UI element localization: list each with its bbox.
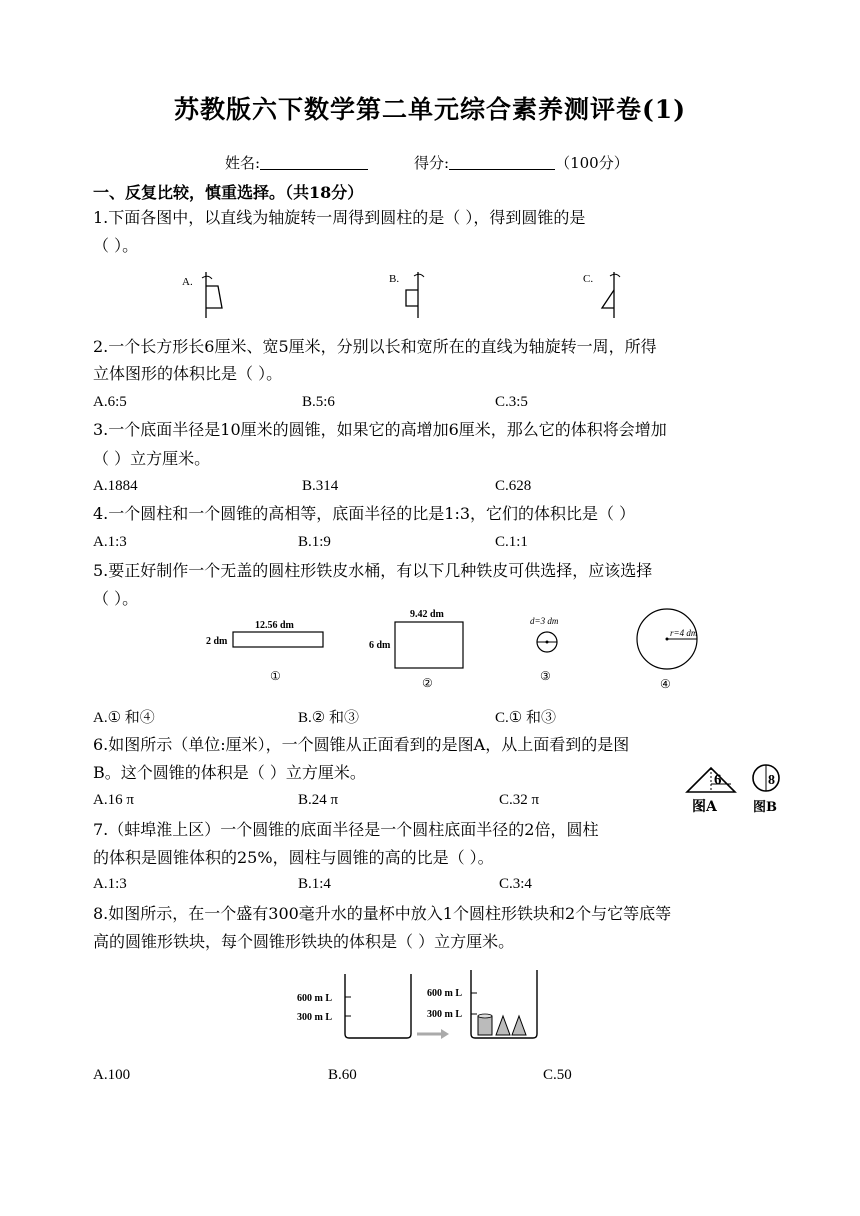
question-8-line1: 8.如图所示，在一个盛有300毫升水的量杯中放入1个圆柱形铁块和2个与它等底等 (93, 904, 672, 923)
q5-sheet-1-height: 2 dm (206, 636, 228, 647)
q5-sheet-1-width: 12.56 dm (255, 620, 294, 631)
q2-option-a[interactable]: A.6:5 (93, 394, 127, 410)
question-1-line1: 1.下面各图中，以直线为轴旋转一周得到圆柱的是（ ），得到圆锥的是 (93, 208, 586, 227)
q4-option-b[interactable]: B.1:9 (298, 534, 331, 550)
q5-sheet-2-number: ② (422, 676, 433, 690)
q1-figure-c-label: C. (583, 273, 594, 285)
cup2-300-label: 300 m L (427, 1009, 462, 1020)
q1-figure-a (180, 270, 240, 320)
q2-option-c[interactable]: C.3:5 (495, 394, 528, 410)
score-blank[interactable] (449, 155, 555, 170)
question-2-line2: 立体图形的体积比是（ ）。 (93, 364, 283, 383)
q5-sheet-3-number: ③ (540, 669, 551, 683)
q8-option-b[interactable]: B.60 (328, 1067, 357, 1083)
q1-figure-b-label: B. (389, 273, 400, 285)
q5-sheet-4-radius: r=4 dm (670, 628, 698, 638)
q5-option-a[interactable]: A.① 和④ (93, 710, 155, 726)
q6-figure-a-dimension: 6 (714, 772, 722, 788)
q6-option-a[interactable]: A.16 π (93, 792, 134, 808)
q5-sheet-2-height: 6 dm (369, 640, 391, 651)
q3-option-c[interactable]: C.628 (495, 478, 532, 494)
q5-sheet-2 (365, 604, 475, 692)
q7-option-b[interactable]: B.1:4 (298, 876, 331, 892)
question-5-line1: 5.要正好制作一个无盖的圆柱形铁皮水桶，有以下几种铁皮可供选择，应该选择 (93, 561, 653, 580)
q6-figure-b (748, 762, 790, 814)
q5-sheet-4 (632, 606, 704, 694)
q5-sheet-1 (200, 616, 340, 686)
q3-option-a[interactable]: A.1884 (93, 478, 138, 494)
q5-sheet-2-width: 9.42 dm (410, 609, 444, 620)
q7-option-a[interactable]: A.1:3 (93, 876, 127, 892)
q8-cups-figure (295, 966, 545, 1046)
q6-figure-b-label: 图B (753, 800, 777, 814)
q5-sheet-1-number: ① (270, 669, 281, 683)
q5-option-c[interactable]: C.① 和③ (495, 710, 556, 726)
question-8-line2: 高的圆锥形铁块，每个圆锥形铁块的体积是（ ）立方厘米。 (93, 932, 515, 951)
q7-option-c[interactable]: C.3:4 (499, 876, 532, 892)
question-2-line1: 2.一个长方形长6厘米、宽5厘米，分别以长和宽所在的直线为轴旋转一周，所得 (93, 337, 657, 356)
q1-figure-c (582, 270, 632, 320)
q6-figure-b-dimension: 8 (768, 773, 775, 788)
cup1-600-label: 600 m L (297, 993, 332, 1004)
q1-figure-b (388, 270, 438, 320)
q2-option-b[interactable]: B.5:6 (302, 394, 335, 410)
page-title: 苏教版六下数学第二单元综合素养测评卷(1) (173, 95, 687, 124)
q5-sheet-3-diameter: d=3 dm (530, 616, 559, 626)
question-3-line2: （ ）立方厘米。 (93, 449, 211, 468)
q6-option-b[interactable]: B.24 π (298, 792, 339, 808)
q5-sheet-3 (525, 612, 570, 684)
total-score: （100分） (555, 154, 629, 172)
q5-sheet-4-number: ④ (660, 677, 671, 691)
question-3-line1: 3.一个底面半径是10厘米的圆锥，如果它的高增加6厘米，那么它的体积将会增加 (93, 420, 667, 439)
name-blank[interactable] (260, 155, 368, 170)
question-6-line1: 6.如图所示（单位:厘米），一个圆锥从正面看到的是图A，从上面看到的是图 (93, 735, 630, 754)
q6-figure-a (683, 762, 739, 814)
question-5-line2: （ ）。 (93, 589, 139, 608)
score-field[interactable] (414, 152, 629, 173)
question-7-line1: 7.（蚌埠淮上区）一个圆锥的底面半径是一个圆柱底面半径的2倍，圆柱 (93, 820, 599, 839)
section-heading: 一、反复比较，慎重选择。（共18分） (93, 183, 364, 202)
q4-option-a[interactable]: A.1:3 (93, 534, 127, 550)
q1-figure-a-label: A. (182, 276, 193, 288)
name-field[interactable] (225, 152, 368, 173)
cup1-300-label: 300 m L (297, 1012, 332, 1023)
q5-option-b[interactable]: B.② 和③ (298, 710, 359, 726)
score-label: 得分: (414, 154, 450, 172)
question-1-line2: （ ）。 (93, 236, 139, 255)
q6-option-c[interactable]: C.32 π (499, 792, 540, 808)
cup2-600-label: 600 m L (427, 988, 462, 999)
q6-figure-a-label: 图A (692, 799, 717, 814)
q3-option-b[interactable]: B.314 (302, 478, 339, 494)
question-7-line2: 的体积是圆锥体积的25%，圆柱与圆锥的高的比是（ ）。 (93, 848, 494, 867)
q8-option-c[interactable]: C.50 (543, 1067, 572, 1083)
q8-option-a[interactable]: A.100 (93, 1067, 131, 1083)
q4-option-c[interactable]: C.1:1 (495, 534, 528, 550)
question-4-line1: 4.一个圆柱和一个圆锥的高相等，底面半径的比是1:3，它们的体积比是（ ） (93, 504, 636, 523)
question-6-line2: B。这个圆锥的体积是（ ）立方厘米。 (93, 763, 366, 782)
name-label: 姓名: (225, 154, 261, 172)
